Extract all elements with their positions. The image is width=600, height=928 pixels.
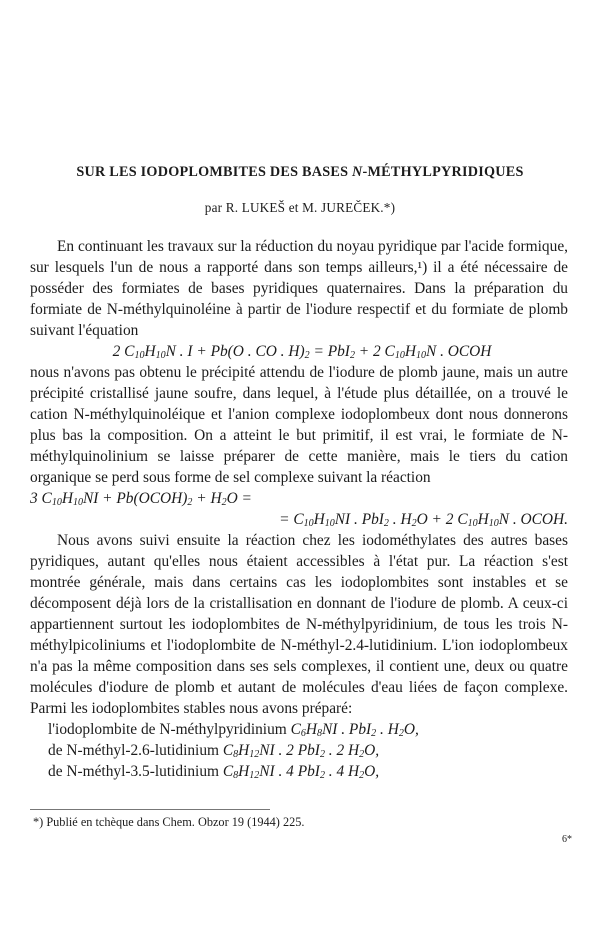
equation-2-line-1: 3 $C_{10}H_{10}NI$ + $Pb(OCOH)_2 + H_2O$ = [30, 490, 252, 508]
compound-line-3 [30, 761, 568, 782]
paragraph-1: En continuant les travaux sur la réduction du noyau pyridique par l'acide formique, sur lesquels l'un de nous a rapporté dans son temps ailleurs,¹) il a été nécessaire de posséder des formiates de bases pyridiques quaternaires. Dans la préparation du formiate de N-méthylquinoléine à partir de l'iodure respectif et du formiate de plomb suivant l'équation [30, 238, 568, 339]
page-mark: 6* [562, 834, 572, 845]
article-authors: par R. LUKEŠ et M. JUREČEK.*) [204, 200, 396, 215]
title-italic: N [352, 164, 363, 180]
compound-2-name: de N-méthyl-2.6-lutidinium [48, 742, 219, 759]
article-title [0, 164, 600, 181]
equation-1: 2 $C_{10}H_{10}N$ . I + Pb(O . CO . $H)_2 = PbI_2 + 2$ $C_{10}H_{10}N$ . OCOH [112, 343, 492, 361]
compound-3-formula: $C_8H_{12}NI$ . 4 PbI$_2$ . 4 $H_2O$, [222, 763, 380, 781]
compound-3-name: de N-méthyl-3.5-lutidinium [48, 763, 219, 780]
title-prefix: SUR LES IODOPLOMBITES DES BASES [76, 164, 353, 180]
footnote-rule [30, 809, 270, 810]
paragraph-3: Nous avons suivi ensuite la réaction chez les iodométhylates des autres bases pyridiques, autant qu'elles nous étaient accessibles à l'état pur. La réaction s'est montrée générale, mais dans certains cas les iodoplombites sont instables et se décomposent déjà lors de la cristallisation en donnant de l'iodure de plomb. A ceux-ci appartiennent surtout les iodoplombites de N-méthylpyridinium, de tous les trois N-méthylpicoliniums et l'iodoplombite de N-méthyl-2.4-lutidinium. L'ion iodoplombeux n'a pas la même composition dans ses sels complexes, il contient une, deux ou quatre molécules d'iodure de plomb et autant de molécules d'eau liées de façon complexe. Parmi les iodoplombites stables nous avons préparé: [30, 532, 568, 717]
compound-1-formula: $C_6H_8NI$ . PbI$_2$ . $H_2O$, [290, 721, 419, 739]
paragraph-2: nous n'avons pas obtenu le précipité attendu de l'iodure de plomb jaune, mais un autre précipité cristallisé jaune soufre, dans lequel, à l'étude plus détaillée, on a trouvé le cation N-méthylquinoléique et l'anion complexe iodoplombeux dont nous donnerons plus bas la composition. On a atteint le but primitif, il est vrai, le formiate de N-méthylquinolinium se laisse préparer de cette manière, mais le tiers du cation organique se perd sous forme de sel complexe suivant la réaction [30, 364, 568, 486]
compound-2-formula: $C_8H_{12}NI$ . 2 PbI$_2$ . 2 $H_2O$, [222, 742, 380, 760]
compound-1-name: l'iodoplombite de N-méthylpyridinium [48, 721, 287, 738]
compound-line-1 [30, 719, 568, 740]
equation-2-line-2: = $C_{10}H_{10}NI$ . PbI$_2$ . $H_2O + 2$ $C_{10}H_{10}N$ . OCOH. [279, 511, 568, 529]
compound-line-2 [30, 740, 568, 761]
footnote: *) Publié en tchèque dans Chem. Obzor 19 (1944) 225. [33, 815, 305, 829]
title-suffix: -MÉTHYLPYRIDIQUES [362, 164, 524, 180]
article-body [30, 236, 568, 782]
